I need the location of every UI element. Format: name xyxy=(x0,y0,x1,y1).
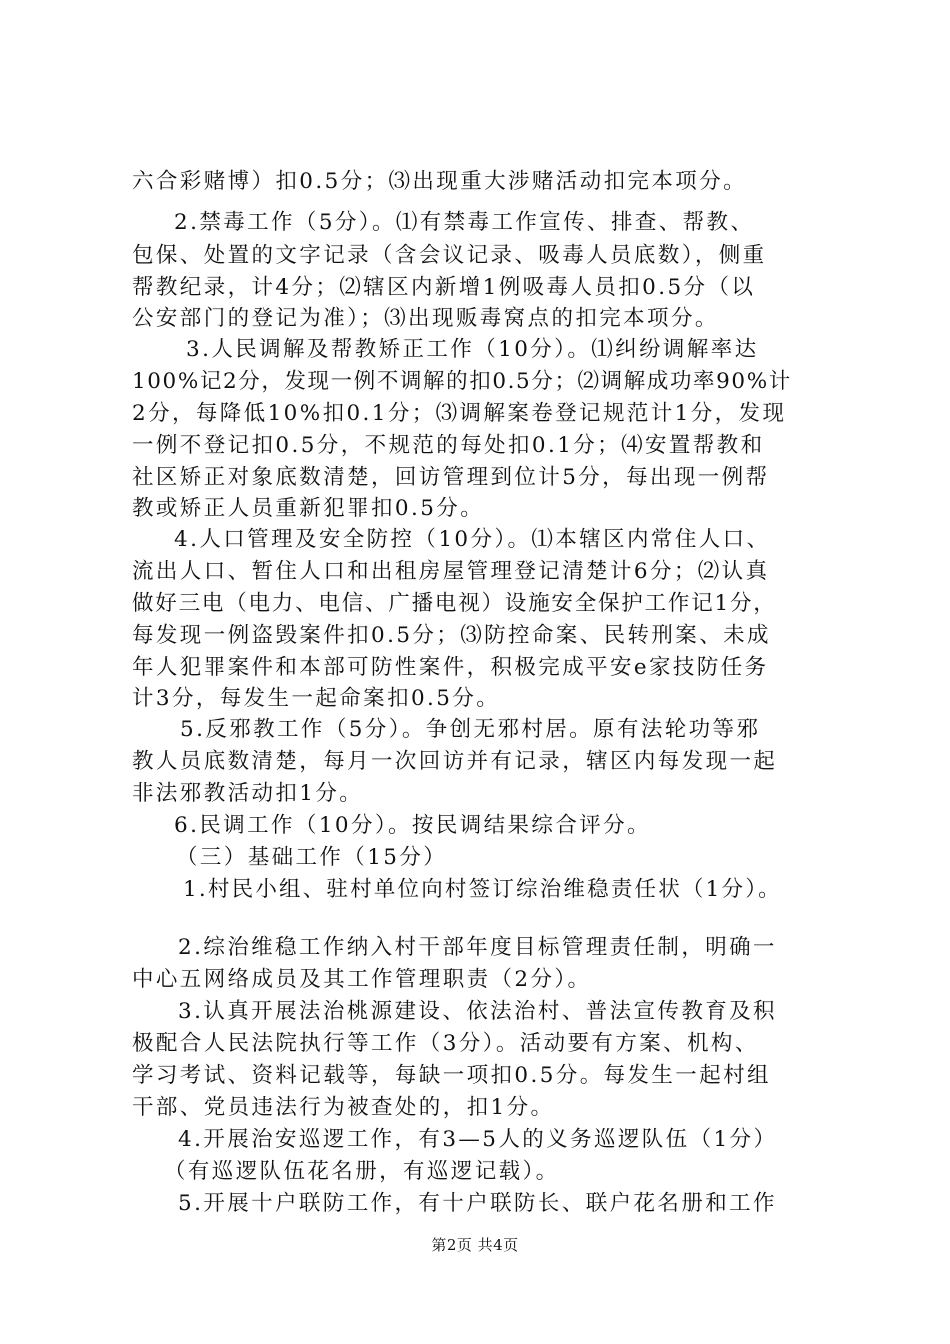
text-line: 2.综治维稳工作纳入村干部年度目标管理责任制，明确一 xyxy=(178,935,777,960)
page-footer: 第2页 共4页 xyxy=(431,1236,519,1254)
text-line: 2.禁毒工作（5分）。⑴有禁毒工作宣传、排查、帮教、 xyxy=(174,210,755,235)
text-line: （有巡逻队伍花名册，有巡逻记载）。 xyxy=(164,1159,560,1184)
text-line: 3.人民调解及帮教矫正工作（10分）。⑴纠纷调解率达 xyxy=(186,337,759,362)
text-line: 极配合人民法院执行等工作（3分）。活动要有方案、机构、 xyxy=(132,1031,759,1056)
text-line: 100%记2分，发现一例不调解的扣0.5分；⑵调解成功率90%计 xyxy=(132,369,792,394)
text-line: 6.民调工作（10分）。按民调结果综合评分。 xyxy=(174,813,651,838)
text-line: 帮教纪录，计4分；⑵辖区内新增1例吸毒人员扣0.5分（以 xyxy=(132,275,756,300)
text-line: 年人犯罪案件和本部可防性案件，积极完成平安e家技防任务 xyxy=(132,655,769,680)
text-line: 包保、处置的文字记录（含会议记录、吸毒人员底数），侧重 xyxy=(132,243,767,268)
text-line: 每发现一例盗毁案件扣0.5分；⑶防控命案、民转刑案、未成 xyxy=(132,623,771,648)
text-line: 3.认真开展法治桃源建设、依法治村、普法宣传教育及积 xyxy=(178,999,777,1024)
text-line: 流出人口、暂住人口和出租房屋管理登记清楚计6分；⑵认真 xyxy=(132,559,770,584)
text-line: 干部、党员违法行为被查处的，扣1分。 xyxy=(132,1095,555,1120)
section-heading: （三）基础工作（15分） xyxy=(176,845,448,870)
text-line: 教人员底数清楚，每月一次回访并有记录，辖区内每发现一起 xyxy=(132,749,778,774)
text-line: 4.人口管理及安全防控（10分）。⑴本辖区内常住人口、 xyxy=(174,527,771,552)
text-line: 社区矫正对象底数清楚，回访管理到位计5分，每出现一例帮 xyxy=(132,465,770,490)
text-line: 六合彩赌博）扣0.5分；⑶出现重大涉赌活动扣完本项分。 xyxy=(132,169,747,194)
text-line: 5.反邪教工作（5分）。争创无邪村居。原有法轮功等邪 xyxy=(180,717,761,742)
text-line: 一例不登记扣0.5分，不规范的每处扣0.1分；⑷安置帮教和 xyxy=(132,433,765,458)
text-line: 计3分，每发生一起命案扣0.5分。 xyxy=(132,686,501,711)
text-line: 学习考试、资料记载等，每缺一项扣0.5分。每发生一起村组 xyxy=(132,1063,771,1088)
text-line: 教或矫正人员重新犯罪扣0.5分。 xyxy=(132,496,485,521)
text-line: 公安部门的登记为准）；⑶出现贩毒窝点的扣完本项分。 xyxy=(132,306,719,331)
text-line: 5.开展十户联防工作，有十户联防长、联户花名册和工作 xyxy=(178,1191,777,1216)
text-line: 1.村民小组、驻村单位向村签订综治维稳责任状（1分）。 xyxy=(183,877,782,902)
text-line: 做好三电（电力、电信、广播电视）设施安全保护工作记1分， xyxy=(132,591,777,616)
text-line: 非法邪教活动扣1分。 xyxy=(132,781,364,806)
text-line: 2分，每降低10%扣0.1分；⑶调解案卷登记规范计1分，发现 xyxy=(132,401,787,426)
text-line: 4.开展治安巡逻工作，有3—5人的义务巡逻队伍（1分） xyxy=(178,1127,778,1152)
text-line: 中心五网络成员及其工作管理职责（2分）。 xyxy=(132,967,592,992)
